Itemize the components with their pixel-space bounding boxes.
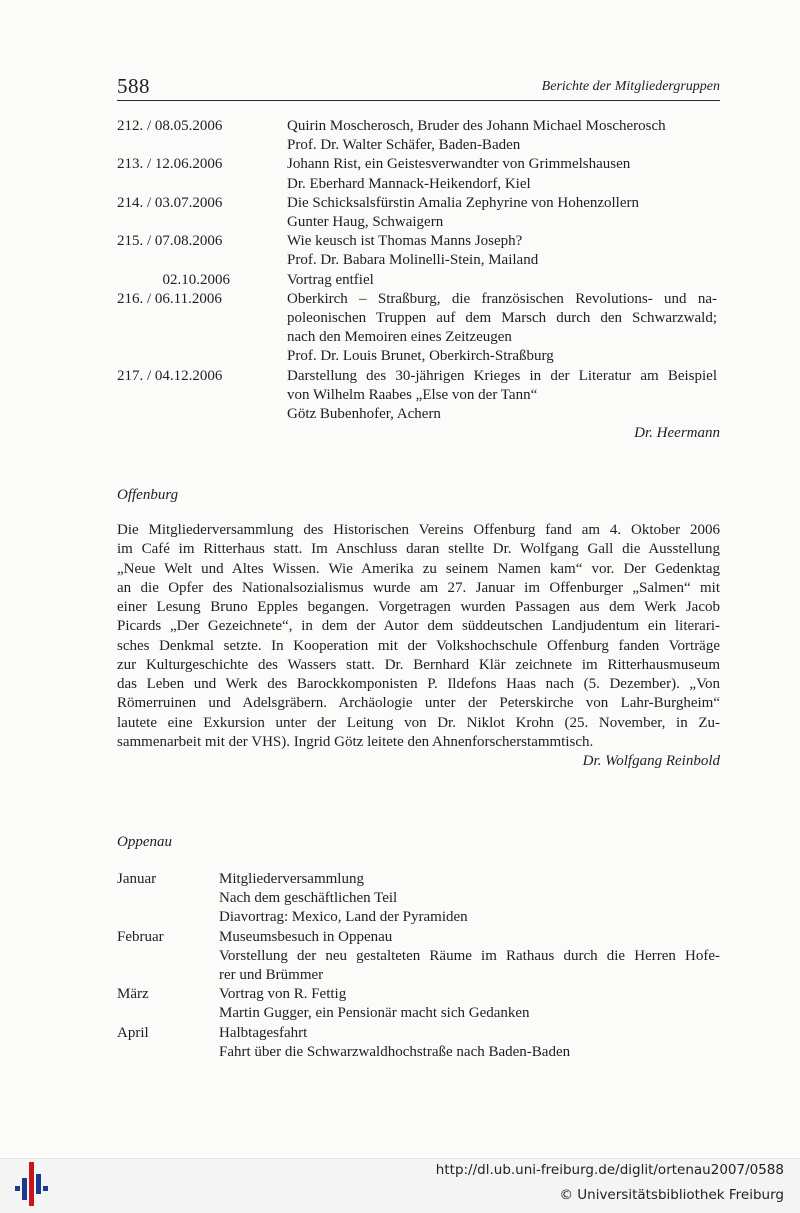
program-line: Museumsbesuch in Oppenau xyxy=(219,928,393,945)
running-head: Berichte der Mitgliedergruppen xyxy=(541,79,720,94)
paragraph-line: lautete eine Exkursion unter der Leitung von Dr. Niklot Krohn (25. November, in Zu- xyxy=(117,714,720,731)
talk-line: Prof. Dr. Walter Schäfer, Baden-Baden xyxy=(287,137,521,154)
program-month: April xyxy=(117,1024,149,1041)
program-line: Diavortrag: Mexico, Land der Pyramiden xyxy=(219,909,468,926)
paragraph-line: „Neue Welt und Altes Wissen. Wie Amerika zu seinem Namen kam“ vor. Der Gedenktag xyxy=(117,560,720,577)
talk-line: Prof. Dr. Louis Brunet, Oberkirch-Straßburg xyxy=(287,348,554,365)
talk-line: Prof. Dr. Babara Molinelli-Stein, Mailand xyxy=(287,252,539,269)
talk-entry xyxy=(117,271,720,290)
talk-date: 217. / 04.12.2006 xyxy=(117,367,223,384)
program-line: Fahrt über die Schwarzwaldhochstraße nach Baden-Baden xyxy=(219,1043,571,1060)
paragraph-line: das Leben und Werk des Barockkomponisten P. Ildefons Haas nach (5. Dezember). „Von xyxy=(117,676,720,692)
program-line: Halbtagesfahrt xyxy=(219,1024,308,1041)
paragraph-line: Die Mitgliederversammlung des Historischen Vereins Offenburg fand am 4. Oktober 2006 xyxy=(117,522,720,538)
program-line: Mitgliederversammlung xyxy=(219,871,364,887)
paragraph-line: zur Kulturgeschichte des Wassers statt. Dr. Bernhard Klär zeichnete im Ritterhausmuseum xyxy=(117,656,720,673)
talk-date: 214. / 03.07.2006 xyxy=(117,194,223,211)
talk-entry xyxy=(117,232,720,270)
paragraph-line: Picards „Der Gezeichnete“, in dem der Autor dem süddeutschen Landjudentum ein literari- xyxy=(117,618,720,635)
section-title-oppenau: Oppenau xyxy=(117,834,172,850)
talk-date: 213. / 12.06.2006 xyxy=(117,156,223,173)
paragraph-line: an die Opfer des Nationalsozialismus wurde am 27. Januar im Offenburger „Salmen“ mit xyxy=(117,579,720,596)
program-line: Vorstellung der neu gestalteten Räume im Rathaus durch die Herren Hofe- xyxy=(219,947,720,964)
talk-line: Oberkirch – Straßburg, die französischen Revolutions- und na- xyxy=(287,290,717,307)
paragraph-line: Römerruinen und Adelsgräbern. Archäologie unter der Peterskirche von Lahr-Burgheim“ xyxy=(117,695,720,712)
oppenau-program xyxy=(117,870,720,1062)
program-line: Vortrag von R. Fettig xyxy=(219,986,347,1003)
talk-line: Dr. Eberhard Mannack-Heikendorf, Kiel xyxy=(287,175,531,192)
talk-line: von Wilhelm Raabes „Else von der Tann“ xyxy=(287,386,538,403)
copyright-notice: © Universitätsbibliothek Freiburg xyxy=(559,1187,784,1203)
talk-line: Quirin Moscherosch, Bruder des Johann Michael Moscherosch xyxy=(287,118,666,134)
talk-line: Götz Bubenhofer, Achern xyxy=(287,406,441,423)
program-entry xyxy=(117,870,720,928)
program-line: Martin Gugger, ein Pensionär macht sich Gedanken xyxy=(219,1005,530,1022)
offenburg-paragraph xyxy=(117,521,720,771)
talk-line: Die Schicksalsfürstin Amalia Zephyrine von Hohenzollern xyxy=(287,194,639,211)
talk-line: Johann Rist, ein Geistesverwandter von Grimmelshausen xyxy=(287,156,631,173)
ub-freiburg-logo-icon xyxy=(12,1160,52,1208)
paragraph-line: einer Lesung Bruno Epples begangen. Vorgetragen wurden Passagen aus dem Werk Jacob xyxy=(117,599,720,615)
talk-line: Darstellung des 30-jährigen Krieges in der Literatur am Beispiel xyxy=(287,367,717,384)
section-title-offenburg: Offenburg xyxy=(117,487,179,503)
program-month: Januar xyxy=(117,871,157,887)
talk-entry xyxy=(117,155,720,193)
talk-entry xyxy=(117,290,720,367)
paragraph-line: sches Denkmal setzte. In Kooperation mit der Volkshochschule Offenburg fanden Vorträge xyxy=(117,637,720,654)
program-entry xyxy=(117,1024,720,1062)
talks-signature: Dr. Heermann xyxy=(634,425,720,442)
talk-line: nach den Memoiren eines Zeitzeugen xyxy=(287,329,512,346)
talk-line: Gunter Haug, Schwaigern xyxy=(287,214,444,231)
program-line: Nach dem geschäftlichen Teil xyxy=(219,890,398,907)
talk-entry xyxy=(117,194,720,232)
talk-date: 216. / 06.11.2006 xyxy=(117,290,222,307)
program-line: rer und Brümmer xyxy=(219,967,324,984)
page-header xyxy=(117,74,720,101)
talk-line: poleonischen Truppen auf dem Marsch durch den Schwarzwald; xyxy=(287,310,717,327)
talk-entry xyxy=(117,367,720,425)
talk-date: 212. / 08.05.2006 xyxy=(117,118,223,134)
program-entry xyxy=(117,928,720,986)
page-number: 588 xyxy=(117,74,150,98)
talk-date: 02.10.2006 xyxy=(162,271,230,288)
talk-list xyxy=(117,117,720,443)
talk-entry xyxy=(117,117,720,155)
program-month: März xyxy=(117,986,149,1003)
talk-line: Wie keusch ist Thomas Manns Joseph? xyxy=(287,233,523,250)
permalink-url[interactable]: http://dl.ub.uni-freiburg.de/diglit/ortenau2007/0588 xyxy=(435,1162,784,1178)
talk-line: Vortrag entfiel xyxy=(287,271,374,288)
talk-date: 215. / 07.08.2006 xyxy=(117,233,223,250)
paragraph-line: sammenarbeit mit der VHS). Ingrid Götz leitete den Ahnenforscherstammtisch. xyxy=(117,733,594,750)
offenburg-signature: Dr. Wolfgang Reinbold xyxy=(582,753,720,769)
program-entry xyxy=(117,985,720,1023)
paragraph-line: im Café im Ritterhaus statt. Im Anschluss daran stellte Dr. Wolfgang Gall die Ausstellung xyxy=(117,541,720,558)
program-month: Februar xyxy=(117,928,164,945)
